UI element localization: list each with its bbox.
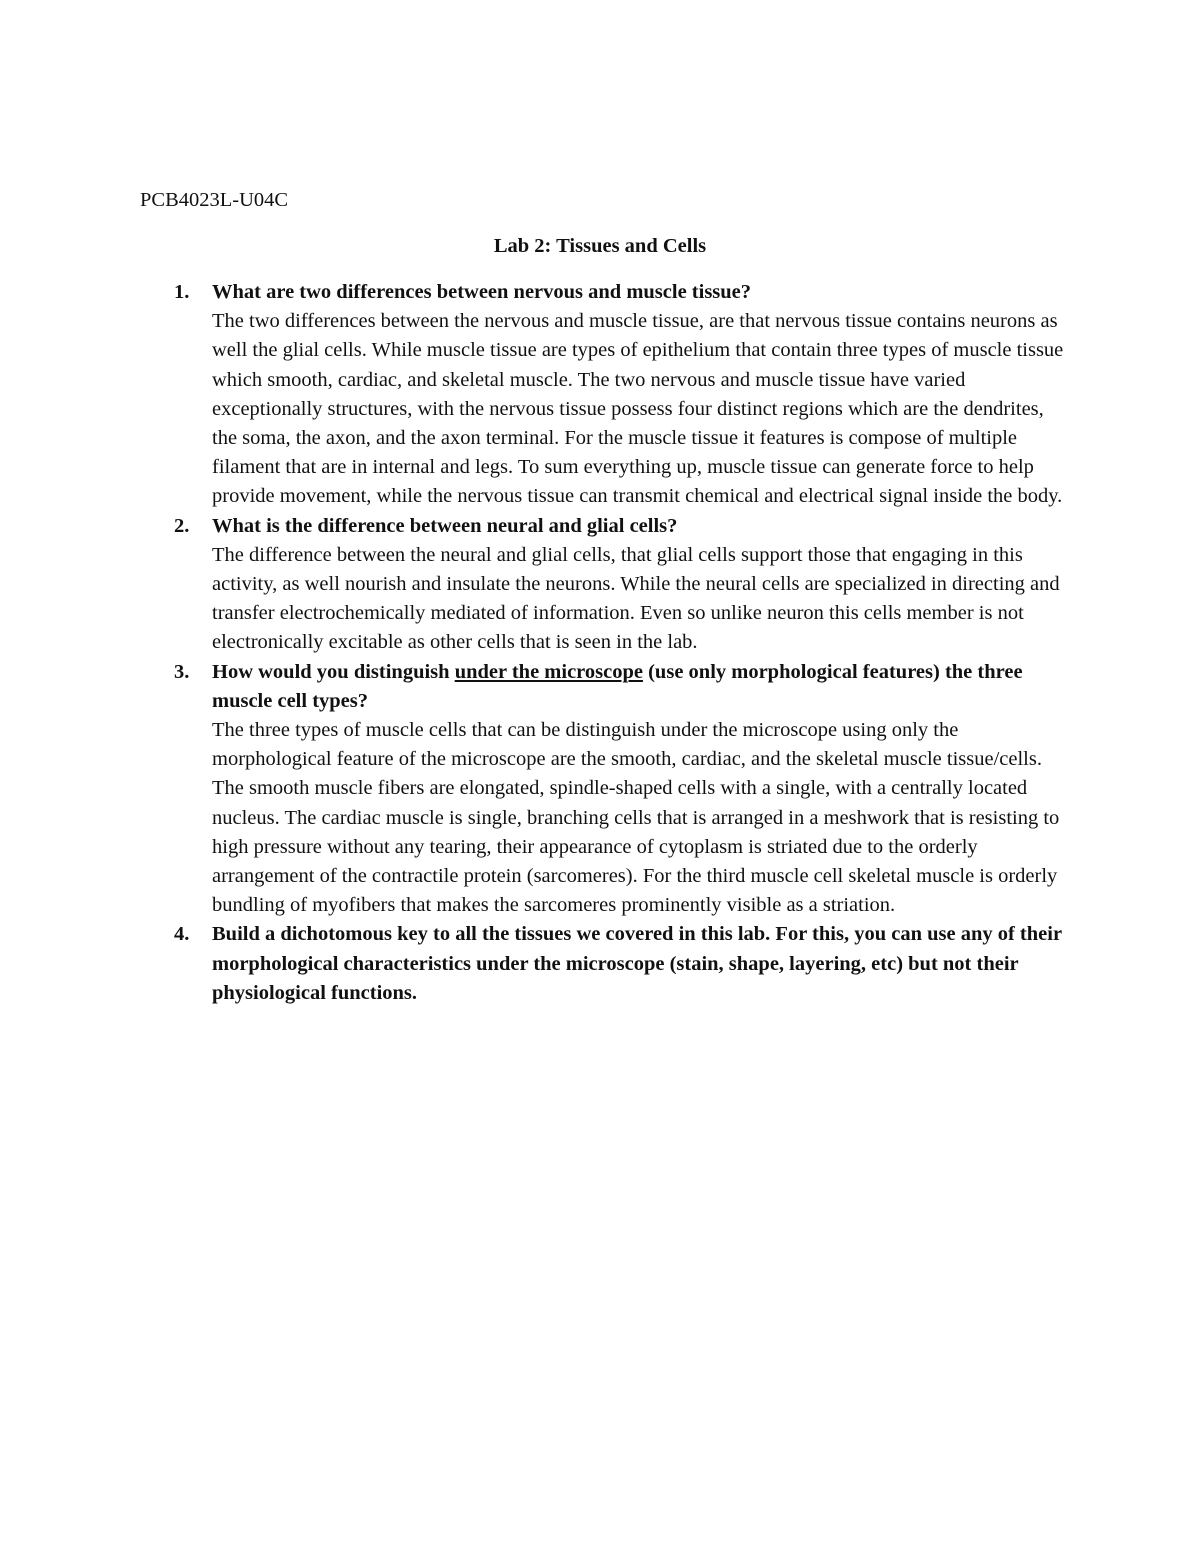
question-text: What are two differences between nervous and muscle tissue? (212, 281, 752, 303)
question-text: Build a dichotomous key to all the tissues we covered in this lab. For this, you can use any of their morphological characteristics under the microscope (stain, shape, layering, etc) but not their physiological functions. (212, 923, 1062, 1004)
answer-text: The two differences between the nervous and muscle tissue, are that nervous tissue contains neurons as well the glial cells. While muscle tissue are types of epithelium that contain three types of muscle tissue which smooth, cardiac, and skeletal muscle. The two nervous and muscle tissue have varied exceptionally structures, with the nervous tissue possess four distinct regions which are the dendrites, the soma, the axon, and the axon terminal. For the muscle tissue it features is compose of multiple filament that are in internal and legs. To sum everything up, muscle tissue can generate force to help provide movement, while the nervous tissue can transmit chemical and electrical signal inside the body. (212, 310, 1064, 508)
course-code: PCB4023L-U04C (140, 189, 289, 211)
question-item-3 (140, 658, 1070, 921)
question-item-1 (140, 278, 1070, 512)
question-item-4 (140, 920, 1070, 1008)
question-text-part: (use only morphological features) the three muscle cell types? (212, 660, 1023, 712)
question-number: 3. (174, 660, 190, 683)
question-text-part: How would you distinguish (212, 660, 455, 683)
question-text (212, 658, 1070, 716)
question-number: 1. (174, 281, 190, 303)
page-title: Lab 2: Tissues and Cells (493, 235, 707, 257)
question-number: 4. (174, 923, 190, 946)
question-number: 2. (174, 514, 190, 537)
question-text: What is the difference between neural and glial cells? (212, 514, 678, 537)
answer-text: The difference between the neural and glial cells, that glial cells support those that engaging in this activity, as well nourish and insulate the neurons. While the neural cells are specialized in directing and transfer electrochemically mediated of information. Even so unlike neuron this cells member is not electronically excitable as other cells that is seen in the lab. (212, 543, 1060, 654)
answer-text: The three types of muscle cells that can be distinguish under the microscope using only the morphological feature of the microscope are the smooth, cardiac, and the skeletal muscle tissue/cells. The smooth muscle fibers are elongated, spindle-shaped cells with a single, with a centrally located nucleus. The cardiac muscle is single, branching cells that is arranged in a meshwork that is resisting to high pressure without any tearing, their appearance of cytoplasm is striated due to the orderly arrangement of the contractile protein (sarcomeres). For the third muscle cell skeletal muscle is orderly bundling of myofibers that makes the sarcomeres prominently visible as a striation. (212, 719, 1060, 917)
question-text-underlined: under the microscope (454, 660, 643, 683)
question-item-2 (140, 512, 1070, 658)
question-list (140, 278, 1070, 1008)
